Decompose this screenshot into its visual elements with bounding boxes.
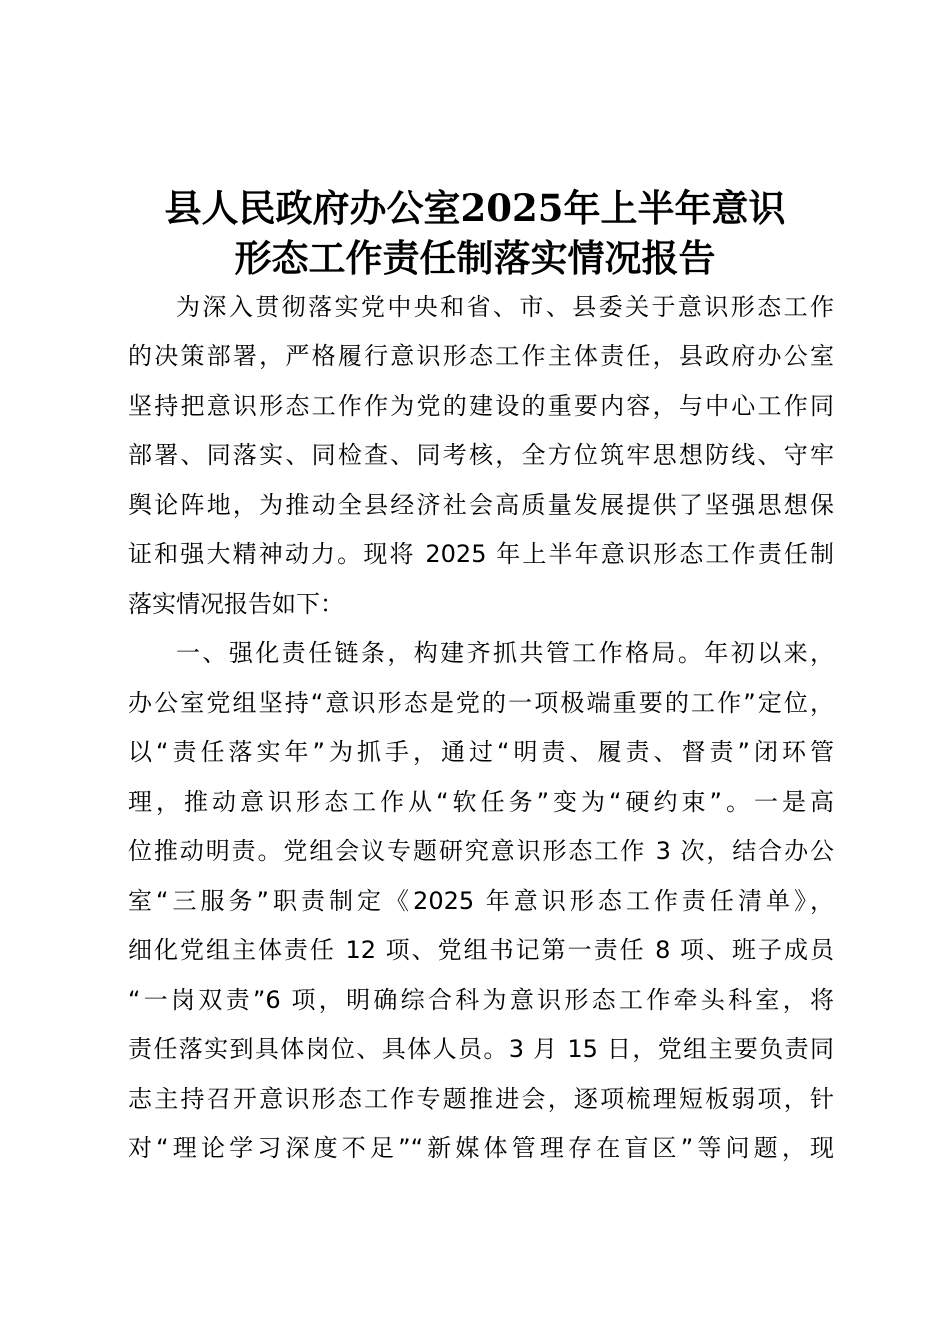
paragraph-1-line-6: 证和强大精神动力。现将 2025 年上半年意识形态工作责任制	[128, 540, 834, 568]
paragraph-2-line-4: 理，推动意识形态工作从“软任务”变为“硬约束”。一是高	[128, 788, 834, 816]
paragraph-2-line-3: 以“责任落实年”为抓手，通过“明责、履责、督责”闭环管	[128, 738, 834, 766]
document-title-line-1: 县人民政府办公室2025年上半年意识	[164, 186, 786, 230]
paragraph-2-line-7: 细化党组主体责任 12 项、党组书记第一责任 8 项、班子成员	[128, 936, 834, 964]
paragraph-1-line-1: 为深入贯彻落实党中央和省、市、县委关于意识形态工作	[176, 293, 834, 321]
paragraph-2-line-5: 位推动明责。党组会议专题研究意识形态工作 3 次，结合办公	[128, 837, 834, 865]
paragraph-1-line-5: 舆论阵地，为推动全县经济社会高质量发展提供了坚强思想保	[128, 491, 834, 519]
paragraph-1-line-3: 坚持把意识形态工作作为党的建设的重要内容，与中心工作同	[128, 392, 834, 420]
paragraph-2-line-9: 责任落实到具体岗位、具体人员。3 月 15 日，党组主要负责同	[128, 1035, 834, 1063]
paragraph-2-line-10: 志主持召开意识形态工作专题推进会，逐项梳理短板弱项，针	[128, 1085, 834, 1113]
paragraph-2-line-8: “一岗双责”6 项，明确综合科为意识形态工作牵头科室，将	[128, 986, 834, 1014]
paragraph-2-line-2: 办公室党组坚持“意识形态是党的一项极端重要的工作”定位，	[128, 689, 834, 717]
paragraph-2-line-1: 一、强化责任链条，构建齐抓共管工作格局。年初以来，	[176, 639, 834, 667]
paragraph-2-line-6: 室“三服务”职责制定《2025 年意识形态工作责任清单》，	[128, 887, 834, 915]
paragraph-1-line-4: 部署、同落实、同检查、同考核，全方位筑牢思想防线、守牢	[128, 441, 834, 469]
paragraph-1-line-2: 的决策部署，严格履行意识形态工作主体责任，县政府办公室	[128, 342, 834, 370]
paragraph-1-line-7: 落实情况报告如下：	[128, 590, 344, 618]
paragraph-2-line-11: 对“理论学习深度不足”“新媒体管理存在盲区”等问题，现	[128, 1134, 834, 1162]
document-title-line-2: 形态工作责任制落实情况报告	[234, 236, 716, 280]
